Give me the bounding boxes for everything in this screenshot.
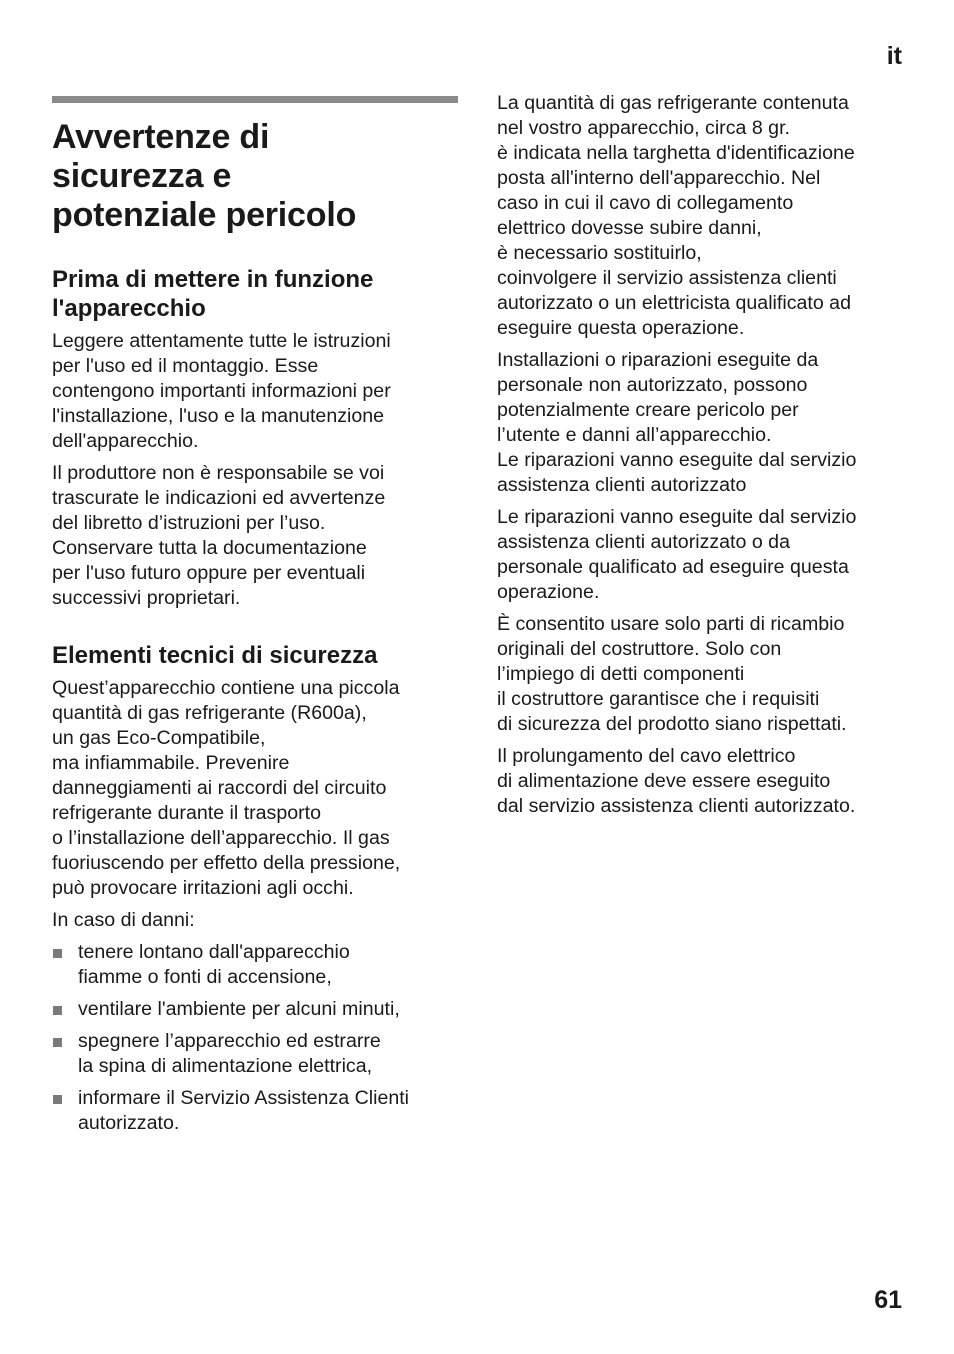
section-heading-safety-elements: Elementi tecnici di sicurezza — [52, 642, 378, 669]
square-bullet-icon — [53, 1006, 62, 1015]
damage-actions-list — [52, 940, 456, 1136]
paragraph-in-case-of-damage: In caso di danni: — [52, 909, 195, 931]
paragraph-unauthorized-repairs: Installazioni o riparazioni eseguite da personale non autorizzato, possono potenzialmente creare pericolo per l’utente e danni all’apparecchio. Le riparazioni vanno eseguite dal servizio assistenza clienti autorizzato — [497, 349, 857, 496]
list-item: informare il Servizio Assistenza Clienti autorizzato. — [52, 1086, 456, 1136]
paragraph-read-instructions: Leggere attentamente tutte le istruzioni per l'uso ed il montaggio. Esse contengono importanti informazioni per l'installazione, l'uso e la manutenzione dell'apparecchio. — [52, 330, 391, 452]
paragraph-original-parts: È consentito usare solo parti di ricambio originali del costruttore. Solo con l’impiego di detti componenti il costruttore garantisce che i requisiti di sicurezza del prodotto siano rispettati. — [497, 613, 847, 735]
list-item: spegnere l’apparecchio ed estrarre la spina di alimentazione elettrica, — [52, 1029, 456, 1079]
language-code: it — [886, 42, 902, 70]
paragraph-repairs-by-service: Le riparazioni vanno eseguite dal servizio assistenza clienti autorizzato o da personale qualificato ad eseguire questa operazione. — [497, 506, 857, 603]
square-bullet-icon — [53, 1095, 62, 1104]
list-item: tenere lontano dall'apparecchio fiamme o fonti di accensione, — [52, 940, 456, 990]
paragraph-cable-extension: Il prolungamento del cavo elettrico di alimentazione deve essere eseguito dal servizio assistenza clienti autorizzato. — [497, 745, 856, 817]
square-bullet-icon — [53, 949, 62, 958]
square-bullet-icon — [53, 1038, 62, 1047]
section-heading-before-use: Prima di mettere in funzione l'apparecchio — [52, 266, 374, 322]
title-rule — [52, 96, 458, 103]
paragraph-refrigerant-gas: Quest’apparecchio contiene una piccola quantità di gas refrigerante (R600a), un gas Eco-Compatibile, ma infiammabile. Prevenire danneggiamenti ai raccordi del circuito refrigerante durante il trasporto o l’installazione dell’apparecchio. Il gas fuoriuscendo per effetto della pressione, può provocare irritazioni agli occhi. — [52, 677, 401, 899]
right-column — [497, 91, 903, 826]
list-item: ventilare l'ambiente per alcuni minuti, — [52, 997, 456, 1022]
page-title: Avvertenze di sicurezza e potenziale pericolo — [52, 118, 357, 234]
paragraph-gas-quantity: La quantità di gas refrigerante contenuta nel vostro apparecchio, circa 8 gr. è indicata nella targhetta d'identificazione posta all'interno dell'apparecchio. Nel caso in cui il cavo di collegamento elettrico dovesse subire danni, è necessario sostituirlo, coinvolgere il servizio assistenza clienti autorizzato o un elettricista qualificato ad eseguire questa operazione. — [497, 92, 855, 339]
page-number: 61 — [874, 1286, 902, 1314]
paragraph-manufacturer-liability: Il produttore non è responsabile se voi trascurate le indicazioni ed avvertenze del libretto d’istruzioni per l’uso. Conservare tutta la documentazione per l'uso futuro oppure per eventuali successivi proprietari. — [52, 462, 386, 609]
left-column — [52, 96, 456, 1143]
